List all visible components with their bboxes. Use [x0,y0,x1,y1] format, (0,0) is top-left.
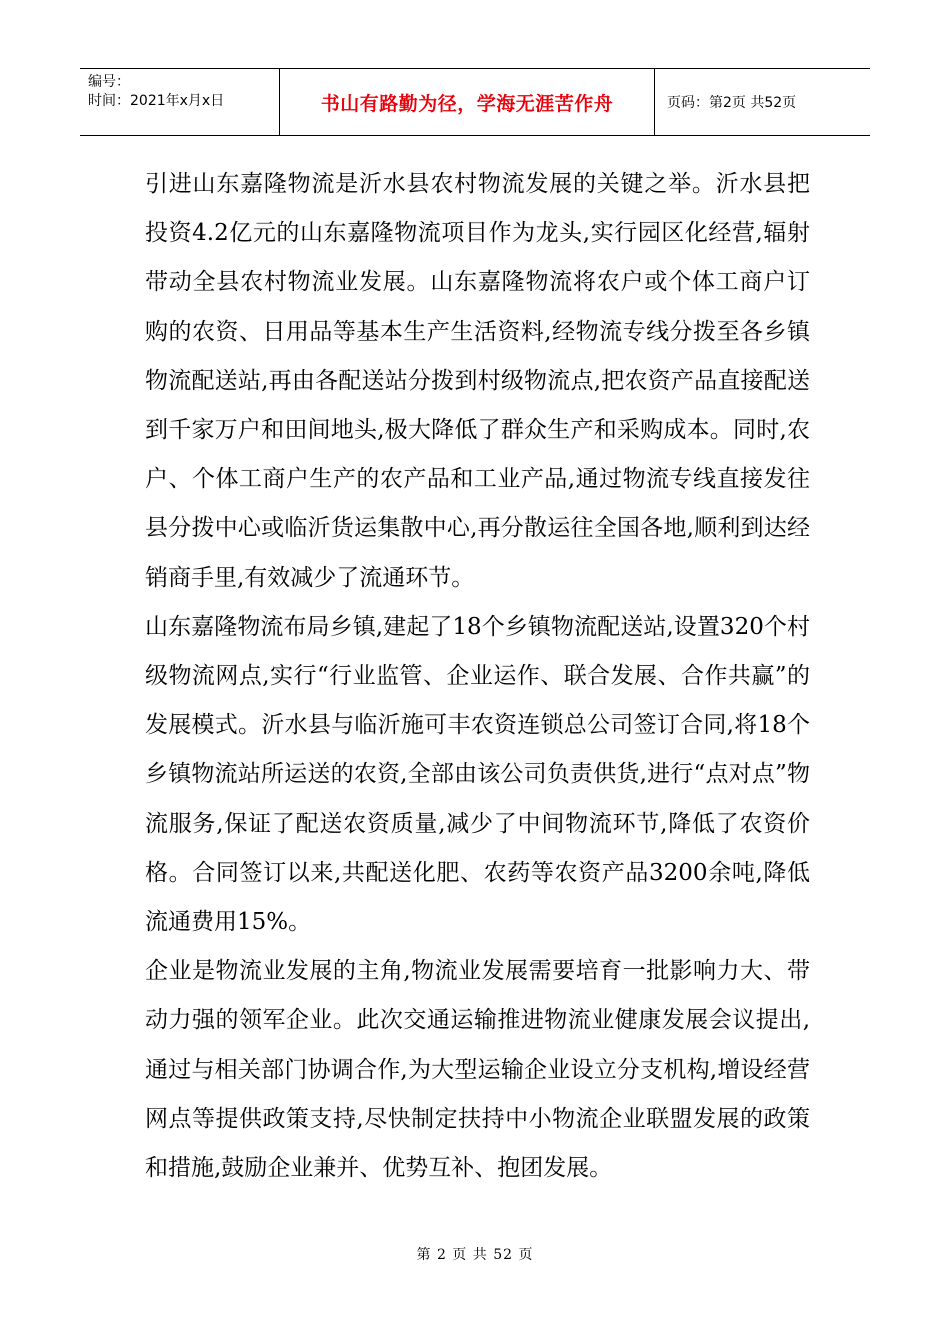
document-body [145,160,810,1193]
page-header [80,68,870,136]
paragraph-3: 企业是物流业发展的主角,物流业发展需要培育一批影响力大、带动力强的领军企业。此次交通运输推进物流业健康发展会议提出,通过与相关部门协调合作,为大型运输企业设立分支机构,增设经营网点等提供政策支持,尽快制定扶持中小物流企业联盟发展的政策和措施,鼓励企业兼并、优势互补、抱团发展。 [145,958,810,1182]
paragraph-1: 引进山东嘉隆物流是沂水县农村物流发展的关键之举。沂水县把投资4.2亿元的山东嘉隆物流项目作为龙头,实行园区化经营,辐射带动全县农村物流业发展。山东嘉隆物流将农户或个体工商户订购的农资、日用品等基本生产生活资料,经物流专线分拨至各乡镇物流配送站,再由各配送站分拨到村级物流点,把农资产品直接配送到千家万户和田间地头,极大降低了群众生产和采购成本。同时,农户、个体工商户生产的农产品和工业产品,通过物流专线直接发往县分拨中心或临沂货运集散中心,再分散运往全国各地,顺利到达经销商手里,有效减少了流通环节。 [145,171,810,591]
header-page-info: 页码：第2页 共52页 [667,95,797,111]
paragraph-2: 山东嘉隆物流布局乡镇,建起了18个乡镇物流配送站,设置320个村级物流网点,实行“行业监管、企业运作、联合发展、合作共赢”的发展模式。沂水县与临沂施可丰农资连锁总公司签订合同,将18个乡镇物流站所运送的农资,全部由该公司负责供货,进行“点对点”物流服务,保证了配送农资质量,减少了中间物流环节,降低了农资价格。合同签订以来,共配送化肥、农药等农资产品3200余吨,降低流通费用15%。 [145,613,810,936]
page-footer: 第 2 页 共 52 页 [416,1247,534,1263]
document-date: 时间：2021年x月x日 [88,93,225,109]
header-motto: 书山有路勤为径，学海无涯苦作舟 [280,69,655,135]
document-number-label: 编号： [88,74,130,90]
header-meta [80,69,280,135]
